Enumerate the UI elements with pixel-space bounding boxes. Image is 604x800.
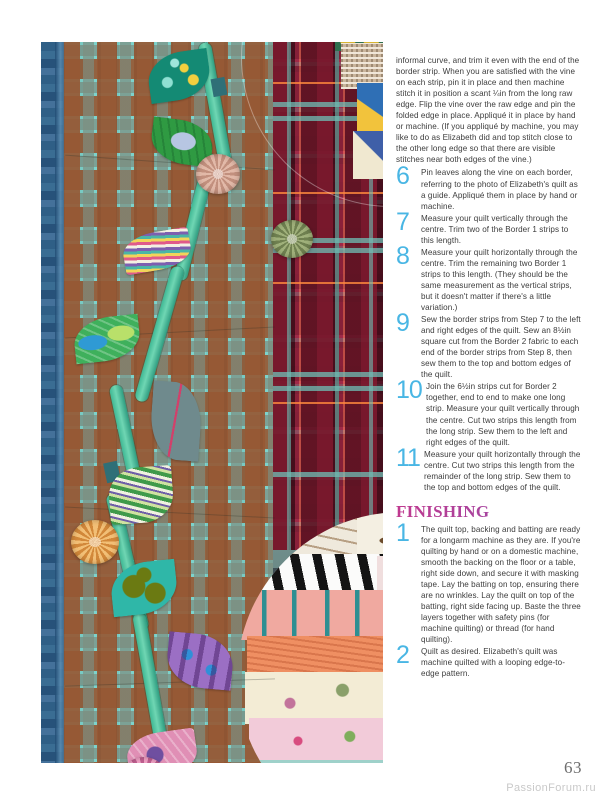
page-number: 63 [564, 758, 582, 777]
step-text: Measure your quilt vertically through the centre. Trim two of the Border 1 strips to this length. [421, 213, 569, 245]
step-number: 7 [396, 207, 410, 236]
step-9 [396, 309, 582, 380]
yoyo-flower [196, 154, 240, 194]
instructions-column [396, 55, 582, 679]
step-number: 1 [396, 518, 410, 547]
quilt-photograph [41, 42, 383, 763]
step-text: Sew the border strips from Step 7 to the left and right edges of the quilt. Sew an 8½in square cut from the Border 2 fabric to each end of the border strips from Step 8, then sew them to the top and bottom edges of the quilt. [421, 315, 581, 380]
finishing-step-2 [396, 641, 582, 679]
step-8 [396, 241, 582, 313]
step-number: 6 [396, 162, 410, 191]
step-number: 10 [396, 376, 422, 405]
step-text: Measure your quilt horizontally through the centre. Cut two strips this length from the remainder of the long strip. Sew them to the top and bottom edges of the quilt. [424, 449, 581, 492]
yoyo-flower [271, 220, 313, 258]
step-number: 2 [396, 641, 410, 670]
yoyo-flower [71, 520, 119, 564]
step-text: Measure your quilt horizontally through the centre. Trim the remaining two Border 1 strips to this length. (They should be the same measurement as the vertical strips, but it doesn't matter if there's a little variation.) [421, 247, 578, 313]
step-6 [396, 162, 582, 211]
step-text: Pin leaves along the vine on each border, referring to the photo of Elizabeth's quilt as a guide. Appliqué them in place by hand or machine. [421, 168, 578, 211]
finishing-heading: FINISHING [396, 502, 582, 522]
step-number: 8 [396, 241, 410, 270]
step-text: Join the 6½in strips cut for Border 2 together, end to end to make one long strip. Measure your quilt vertically through the centre. Cut two strips this length from the long strip. Sew them to the left and right edges of the quilt. [426, 382, 580, 447]
step-text: The quilt top, backing and batting are ready for a longarm machine as they are. If you're quilting by hand or on a domestic machine, smooth the backing on the floor or a table, right side down, and secure it with masking tape. Lay the batting on top, ensuring there are no wrinkles. Lay the quilt on top of the batting, right side facing up. Baste the three layers together with safety pins (for machine quilting) or thread (for hand quilting). [421, 524, 581, 645]
selvedge-edge-highlight [55, 42, 64, 763]
step-number: 11 [396, 443, 420, 472]
patchwork-arc-bottom [237, 512, 383, 763]
step-10 [396, 376, 582, 447]
step-7 [396, 207, 582, 246]
finishing-step-1 [396, 518, 582, 646]
step-text: Quilt as desired. Elizabeth's quilt was machine quilted with a looping edge-to-edge pattern. [421, 647, 565, 679]
step-11 [396, 443, 582, 493]
continued-paragraph: informal curve, and trim it even with the end of the border strip. When you are satisfied with the vine on each strip, pin it in place and then machine stitch it in position a scant ¼in from the long raw edge. Flip the vine over the raw edge and pin the folded edge in place. Appliqué it in place by hand or machine. (If you appliqué by machine, you may like to do as Elizabeth did and top stitch close to the other long edge so that there are visible stitches near both edges of the vine.) [396, 56, 580, 165]
site-watermark: PassionForum.ru [506, 782, 596, 794]
step-number: 9 [396, 309, 410, 338]
vine-seam-patch [211, 77, 228, 97]
